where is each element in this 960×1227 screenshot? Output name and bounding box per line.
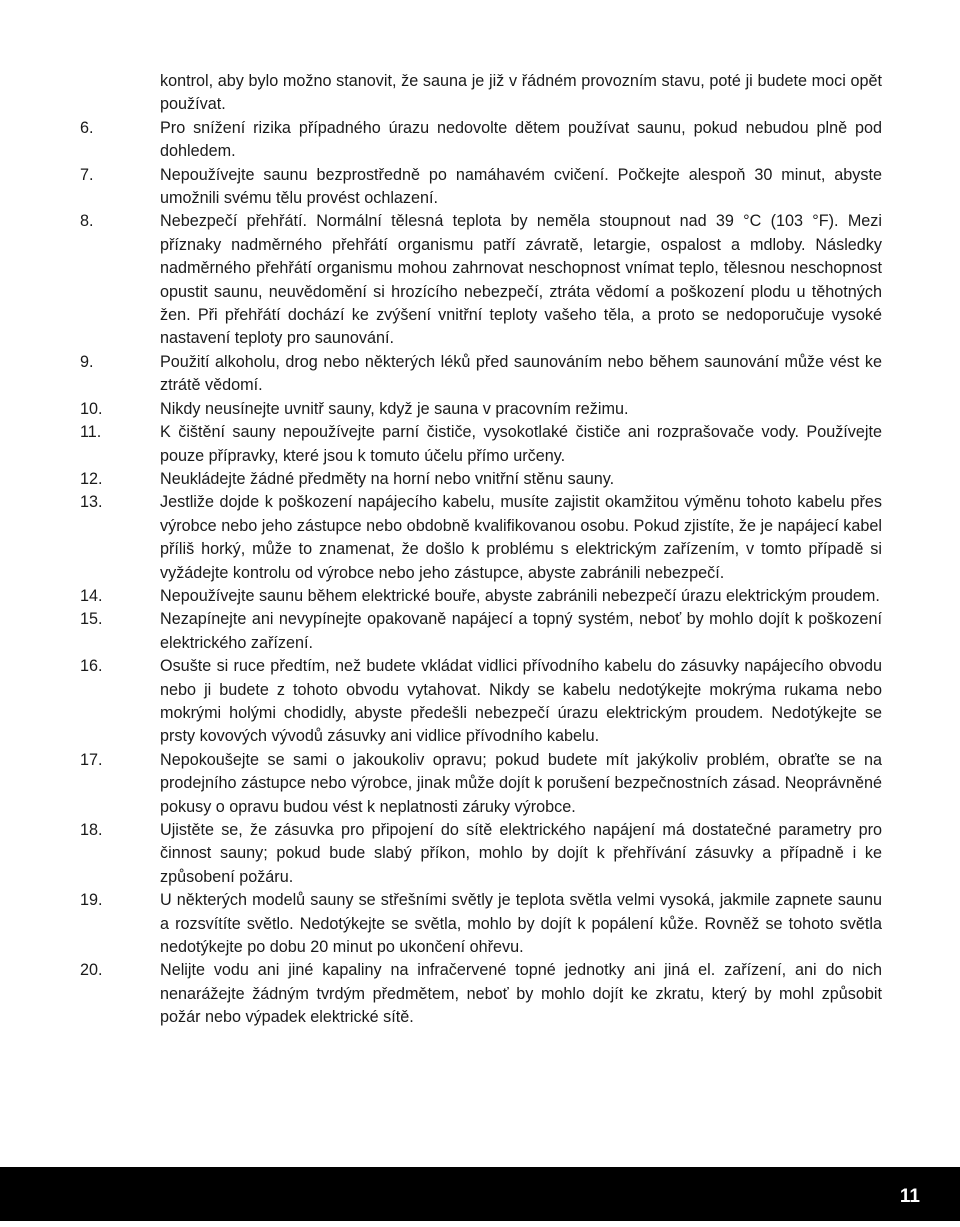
list-item — [80, 749, 882, 819]
item-text: kontrol, aby bylo možno stanovit, že sauna je již v řádném provozním stavu, poté ji budete moci opět používat. — [160, 72, 882, 114]
list-item — [80, 468, 882, 491]
list-item-continuation — [80, 70, 882, 117]
list-item — [80, 585, 882, 608]
list-item — [80, 117, 882, 164]
item-text: Nezapínejte ani nevypínejte opakovaně napájecí a topný systém, neboť by mohlo dojít k poškození elektrického zařízení. — [160, 610, 882, 652]
list-item — [80, 819, 882, 889]
list-item — [80, 655, 882, 749]
item-number: 19. — [80, 891, 103, 910]
list-item — [80, 608, 882, 655]
item-text: Nepoužívejte saunu během elektrické bouře, abyste zabránili nebezpečí úrazu elektrickým proudem. — [160, 586, 880, 605]
item-number: 6. — [80, 118, 94, 137]
item-number: 8. — [80, 212, 94, 231]
item-text: Ujistěte se, že zásuvka pro připojení do sítě elektrického napájení má dostatečné parametry pro činnost sauny; pokud bude slabý příkon, mohlo by dojít k přehřívání zásuvky a případně i ke způsobení požáru. — [160, 821, 882, 886]
item-text: Neukládejte žádné předměty na horní nebo vnitřní stěnu sauny. — [160, 469, 615, 488]
footer-bar — [0, 1167, 960, 1221]
item-number: 7. — [80, 165, 94, 184]
item-text: Nelijte vodu ani jiné kapaliny na infračervené topné jednotky ani jiná el. zařízení, ani do nich nenarážejte žádným tvrdým předmětem, neboť by mohlo dojít ke zkratu, který by mohl způsobit požár nebo výpadek elektrické sítě. — [160, 961, 882, 1027]
item-text: Nebezpečí přehřátí. Normální tělesná teplota by neměla stoupnout nad 39 °C (103 °F). Mezi příznaky nadměrného přehřátí organismu patří závratě, letargie, ospalost a mdloby. Následky nadměrného přehřátí organismu mohou zahrnovat neschopnost vnímat teplo, tělesnou neschopnost opustit saunu, neuvědomění si hrozícího nebezpečí, ztráta vědomí a poškození plodu u těhotných žen. Při přehřátí dochází ke zvýšení vnitřní teploty vašeho těla, a proto se nedoporučuje vysoké nastavení teploty pro saunování. — [160, 212, 882, 348]
item-text: Nepoužívejte saunu bezprostředně po namáhavém cvičení. Počkejte alespoň 30 minut, abyste umožnili svému tělu provést ochlazení. — [160, 165, 882, 208]
list-item — [80, 164, 882, 211]
item-number: 9. — [80, 352, 94, 371]
list-item — [80, 398, 882, 421]
list-item — [80, 959, 882, 1029]
item-text: Použití alkoholu, drog nebo některých léků před saunováním nebo během saunování může vést ke ztrátě vědomí. — [160, 352, 882, 395]
page-number: 11 — [899, 1186, 920, 1207]
item-text: Nepokoušejte se sami o jakoukoliv opravu; pokud budete mít jakýkoliv problém, obraťte se na prodejního zástupce nebo výrobce, jinak může dojít k porušení bezpečnostních zásad. Neoprávněné pokusy o opravu budou vést k neplatnosti záruky výrobce. — [160, 750, 882, 816]
list-item — [80, 889, 882, 959]
item-number: 18. — [80, 821, 103, 839]
item-number: 16. — [80, 657, 103, 676]
item-text: Pro snížení rizika případného úrazu nedovolte dětem používat saunu, pokud nebudou plně pod dohledem. — [160, 118, 882, 161]
item-text: Osušte si ruce předtím, než budete vkládat vidlici přívodního kabelu do zásuvky napájecího obvodu nebo ji budete z tohoto obvodu vytahovat. Nikdy se kabelu nedotýkejte mokrýma rukama nebo mokrými holými chodidly, abyste předešli nebezpečí úrazu elektrickým proudem. Nedotýkejte se prsty kovových vývodů zásuvky ani vidlice přívodního kabelu. — [160, 657, 882, 746]
item-number: 14. — [80, 586, 103, 605]
document-body — [80, 70, 882, 1030]
item-number: 10. — [80, 399, 103, 418]
item-number: 11. — [80, 423, 102, 442]
item-number: 12. — [80, 469, 103, 488]
list-item — [80, 491, 882, 585]
item-text: Jestliže dojde k poškození napájecího kabelu, musíte zajistit okamžitou výměnu tohoto kabelu přes výrobce nebo jeho zástupce nebo obdobně kvalifikovanou osobu. Pokud zjistíte, že je napájecí kabel příliš horký, může to znamenat, že došlo k problému s elektrickým zařízením, v tomto případě si vyžádejte kontrolu od výrobce nebo jeho zástupce, abyste zabránili nebezpečí. — [160, 493, 882, 582]
list-item — [80, 210, 882, 350]
item-number: 15. — [80, 610, 103, 629]
item-number: 20. — [80, 961, 103, 980]
list-item — [80, 421, 882, 468]
item-number: 17. — [80, 750, 103, 769]
item-text: U některých modelů sauny se střešními světly je teplota světla velmi vysoká, jakmile zapnete saunu a rozsvítíte světlo. Nedotýkejte se světla, mohlo by dojít k popálení kůže. Rovněž se tohoto světla nedotýkejte po dobu 20 minut po ukončení ohřevu. — [160, 891, 882, 957]
item-number — [80, 70, 160, 117]
list-item — [80, 351, 882, 398]
item-number: 13. — [80, 493, 103, 512]
item-text: Nikdy neusínejte uvnitř sauny, když je sauna v pracovním režimu. — [160, 399, 629, 418]
item-text: K čištění sauny nepoužívejte parní čističe, vysokotlaké čističe ani rozprašovače vody. Používejte pouze přípravky, které jsou k tomuto účelu přímo určeny. — [160, 423, 882, 465]
